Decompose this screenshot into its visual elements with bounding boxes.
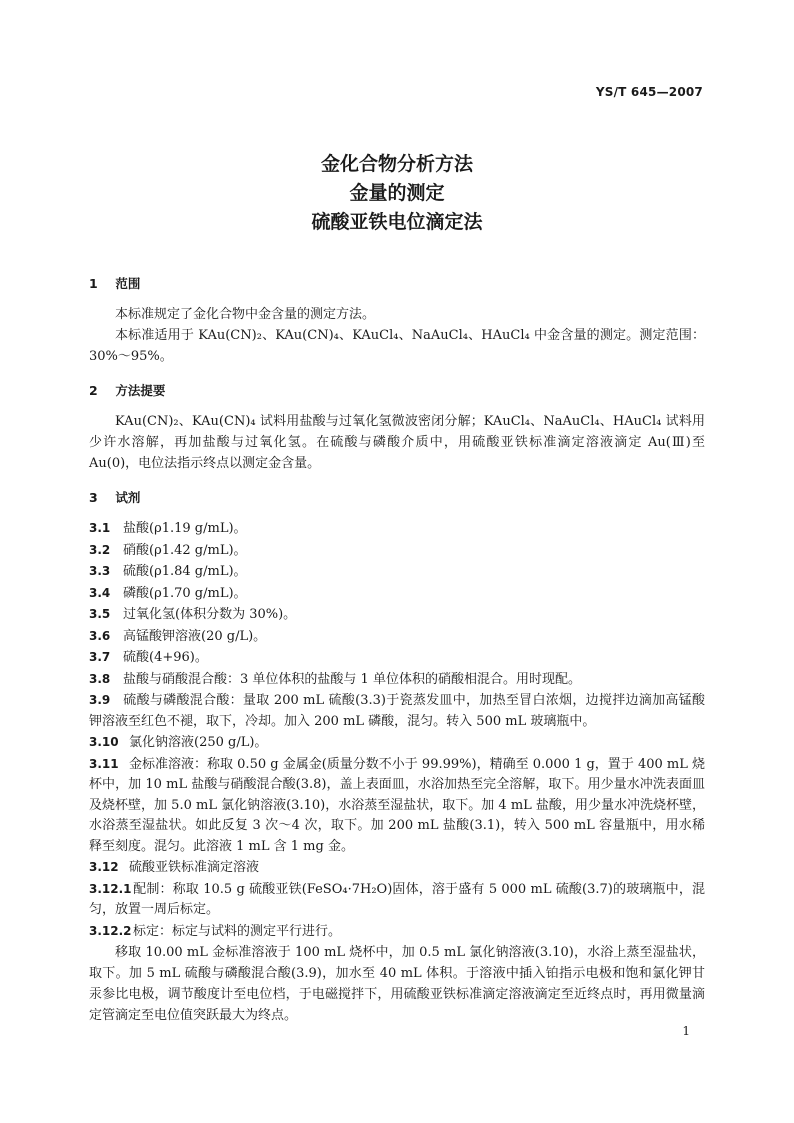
item-text: 高锰酸钾溶液(20 g/L)。 <box>123 628 267 644</box>
reagent-item <box>89 754 705 858</box>
item-text: 硝酸(ρ1.42 g/mL)。 <box>123 542 247 558</box>
item-number: 3.11 <box>89 756 119 771</box>
item-number: 3.4 <box>89 585 111 600</box>
section-number: 3 <box>89 490 98 505</box>
item-number: 3.1 <box>89 521 111 535</box>
item-number: 3.10 <box>89 735 119 749</box>
section-heading-scope <box>89 274 705 294</box>
item-text: 硫酸(4+96)。 <box>123 650 208 665</box>
document-title <box>0 150 794 237</box>
item-text: 盐酸与硝酸混合酸：3 单位体积的盐酸与 1 单位体积的硝酸相混合。用时现配。 <box>123 671 581 687</box>
item-text: 标定：标定与试料的测定平行进行。 <box>133 923 342 939</box>
item-number: 3.12.1 <box>89 881 132 896</box>
paragraph: 本标准规定了金化合物中金含量的测定方法。 <box>115 307 376 322</box>
paragraph: 本标准适用于 KAu(CN)₂、KAu(CN)₄、KAuCl₄、NaAuCl₄、HAuCl₄ 中金含量的测定。测定范围：30%～95%。 <box>89 328 705 364</box>
reagent-item <box>89 518 705 540</box>
title-line-1: 金化合物分析方法 <box>320 153 473 175</box>
item-number: 3.12.2 <box>89 923 132 938</box>
standard-code: YS/T 645—2007 <box>595 85 703 99</box>
item-text: 硫酸亚铁标准滴定溶液 <box>129 860 260 875</box>
section-number: 1 <box>89 276 98 291</box>
paragraph: KAu(CN)₂、KAu(CN)₄ 试料用盐酸与过氧化氢微波密闭分解；KAuCl₄、NaAuCl₄、HAuCl₄ 试料用少许水溶解，再加盐酸与过氧化氢。在硫酸与磷酸介质中，用硫酸亚铁标准滴定溶液滴定 Au(Ⅲ)至 Au(0)，电位法指示终点以测定金含量。 <box>89 414 705 471</box>
item-number: 3.9 <box>89 693 111 707</box>
item-text: 氯化钠溶液(250 g/L)。 <box>129 735 268 750</box>
section-title: 试剂 <box>115 490 141 505</box>
reagent-item <box>89 647 705 669</box>
item-text: 金标准溶液：称取 0.50 g 金属金(质量分数不小于 99.99%)，精确至 0.000 1 g，置于 400 mL 烧杯中，加 10 mL 盐酸与硝酸混合酸(3.8)，盖上表面皿，水浴加热至完全溶解，取下。用少量水冲洗表面皿及烧杯壁，加 5.0 mL 氯化钠溶液(3.10)，水浴蒸至湿盐状，取下。加 4 mL 盐酸，用少量水冲洗烧杯壁，水浴蒸至湿盐状。如此反复 3 次～4 次，取下。加 200 mL 盐酸(3.1)，转入 500 mL 容量瓶中，用水稀释至刻度。混匀。此溶液 1 mL 含 1 mg 金。 <box>89 756 705 854</box>
reagent-item <box>89 583 705 605</box>
calibration-paragraph: 移取 10.00 mL 金标准溶液于 100 mL 烧杯中，加 0.5 mL 氯化钠溶液(3.10)，水浴上蒸至湿盐状，取下。加 5 mL 硫酸与磷酸混合酸(3.9)，加水至 40 mL 体积。于溶液中插入铂指示电极和饱和氯化钾甘汞参比电极，调节酸度计至电位档，于电磁搅拌下，用硫酸亚铁标准滴定溶液滴定至近终点时，再用微量滴定管滴定至电位值突跃最大为终点。 <box>89 945 705 1023</box>
item-text: 盐酸(ρ1.19 g/mL)。 <box>123 521 247 536</box>
item-text: 硫酸(ρ1.84 g/mL)。 <box>123 564 247 579</box>
section-number: 2 <box>89 383 98 398</box>
reagent-item <box>89 540 705 562</box>
item-number: 3.7 <box>89 650 111 664</box>
item-number: 3.8 <box>89 671 111 686</box>
reagent-item <box>89 857 705 879</box>
title-line-2: 金量的测定 <box>349 182 445 204</box>
item-number: 3.3 <box>89 564 111 578</box>
section-heading-reagents <box>89 488 705 508</box>
item-number: 3.5 <box>89 607 111 621</box>
item-text: 硫酸与磷酸混合酸：量取 200 mL 硫酸(3.3)于瓷蒸发皿中，加热至冒白浓烟，边搅拌边滴加高锰酸钾溶液至红色不褪，取下，冷却。加入 200 mL 磷酸，混匀。转入 500 mL 玻璃瓶中。 <box>89 693 705 729</box>
title-line-3: 硫酸亚铁电位滴定法 <box>311 211 483 233</box>
section-heading-method <box>89 381 705 401</box>
section-title: 范围 <box>115 276 141 291</box>
reagent-item <box>89 604 705 626</box>
item-number: 3.12 <box>89 860 119 874</box>
item-number: 3.2 <box>89 542 111 557</box>
reagent-item <box>89 626 705 648</box>
reagent-item <box>89 561 705 583</box>
page-number: 1 <box>682 1024 690 1038</box>
section-title: 方法提要 <box>115 383 166 398</box>
item-number: 3.6 <box>89 628 111 643</box>
document-body <box>89 274 705 1026</box>
reagent-item <box>89 669 705 691</box>
reagent-item <box>89 690 705 732</box>
reagent-item <box>89 732 705 754</box>
item-text: 配制：称取 10.5 g 硫酸亚铁(FeSO₄·7H₂O)固体，溶于盛有 5 000 mL 硫酸(3.7)的玻璃瓶中，混匀，放置一周后标定。 <box>89 881 705 917</box>
item-text: 过氧化氢(体积分数为 30%)。 <box>123 607 297 622</box>
reagent-subitem <box>89 879 705 921</box>
item-text: 磷酸(ρ1.70 g/mL)。 <box>123 585 247 601</box>
reagent-subitem <box>89 921 705 943</box>
